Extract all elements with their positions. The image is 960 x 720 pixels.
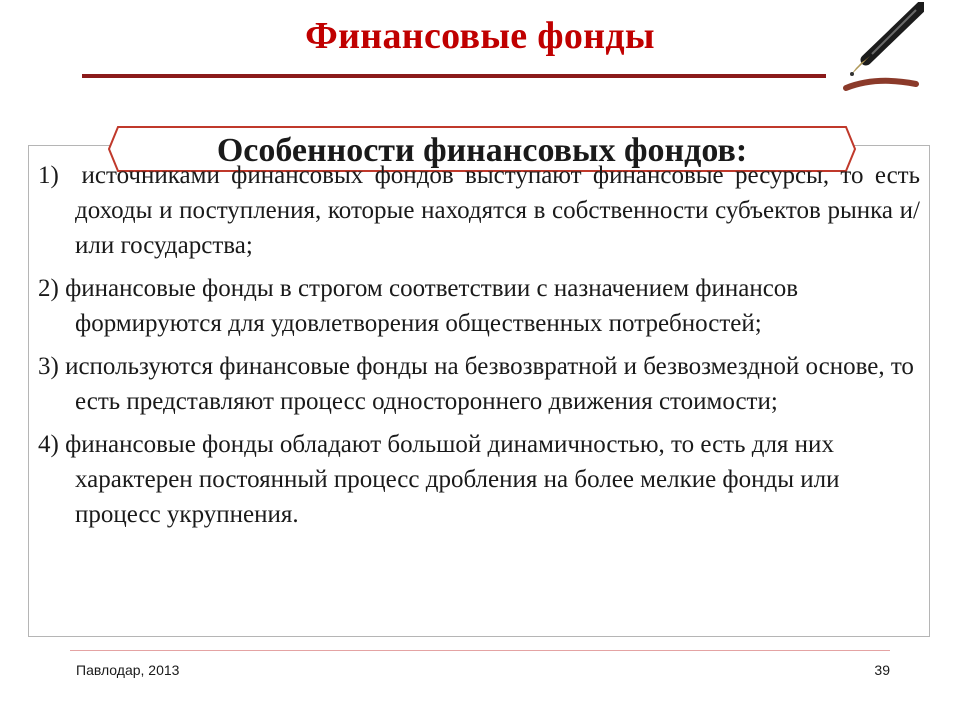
footer-location: Павлодар, 2013 (76, 662, 180, 678)
list-item-text: используются финансовые фонды на безвозвратной и безвозмездной основе, то есть представляют процесс одностороннего движения стоимости; (65, 353, 914, 415)
fountain-pen-icon (826, 2, 924, 94)
list-item (38, 271, 920, 341)
list-item-text: финансовые фонды обладают большой динамичностью, то есть для них характерен постоянный процесс дробления на более мелкие фонды или процесс укрупнения. (65, 431, 840, 528)
page-number: 39 (874, 662, 890, 678)
list-item (38, 427, 920, 532)
subtitle: Особенности финансовых фондов: (216, 132, 748, 169)
footer-divider (70, 650, 890, 651)
list-item-number: 2) (38, 275, 59, 302)
list-item (38, 349, 920, 419)
features-list (38, 158, 920, 540)
list-item-text: финансовые фонды в строгом соответствии с назначением финансов формируются для удовлетворения общественных потребностей; (65, 275, 799, 337)
list-item-number: 4) (38, 431, 59, 458)
list-item (38, 158, 920, 263)
slide-title: Финансовые фонды (305, 15, 655, 57)
list-item-number: 3) (38, 353, 59, 380)
list-item-text: источниками финансовых фондов выступают финансовые ресурсы, то есть доходы и поступления, которые находятся в собственности субъектов рынка и/или государства; (75, 162, 921, 259)
title-underline (82, 74, 827, 78)
list-item-number: 1) (38, 162, 59, 189)
